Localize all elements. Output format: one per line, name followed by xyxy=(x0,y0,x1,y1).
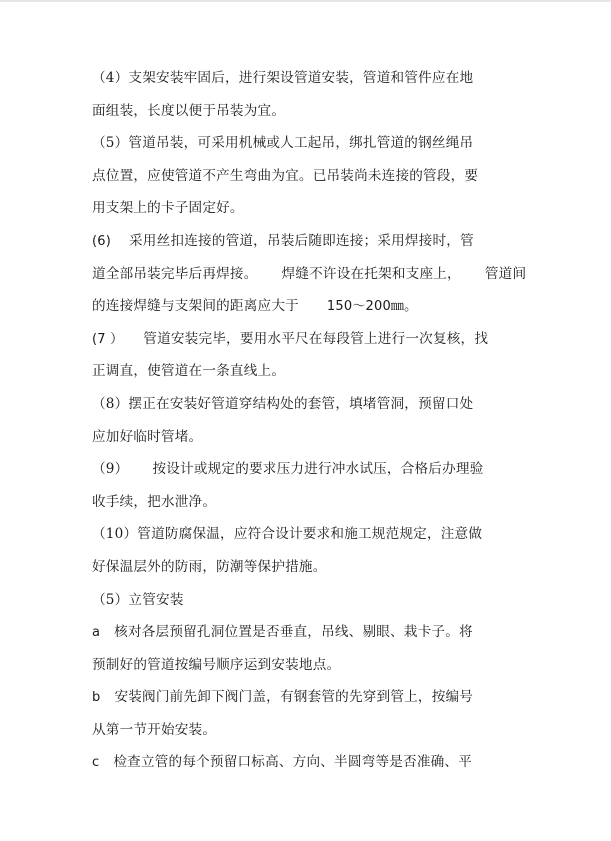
text-line: 收手续，把水泄净。 xyxy=(92,493,217,510)
item-number: (6) xyxy=(92,233,112,249)
item-text: 安装阀门前先卸下阀门盖，有钢套管的先穿到管上，按编号 xyxy=(114,689,474,706)
line-segment: 焊缝不许设在托架和支座上， xyxy=(281,265,461,282)
item-text: 检查立管的每个预留口标高、方向、半圆弯等是否准确、平 xyxy=(113,754,472,771)
item-number: （9） xyxy=(92,461,129,478)
text-line: 好保温层外的防雨，防潮等保护措施。 xyxy=(92,558,327,575)
line-segment: 管道间 xyxy=(484,265,527,282)
measurement-value: 150～200㎜。 xyxy=(326,299,418,315)
text-line xyxy=(92,258,527,291)
document-body xyxy=(92,62,527,779)
item-text: 核对各层预留孔洞位置是否垂直，吊线、剔眼、栽卡子。将 xyxy=(114,624,473,641)
section-heading: （5）立管安装 xyxy=(92,591,184,608)
text-line xyxy=(92,681,512,714)
top-divider xyxy=(0,0,611,2)
text-line xyxy=(92,616,512,649)
item-letter: b xyxy=(92,690,101,706)
item-number: (7 ） xyxy=(92,331,124,347)
text-line: 用支架上的卡子固定好。 xyxy=(92,200,244,217)
item-text: 管道安装完毕，要用水平尺在每段管上进行一次复核，找 xyxy=(143,330,489,347)
text-line: 从第一节开始安装。 xyxy=(92,721,217,738)
item-text: 采用丝扣连接的管道，吊装后随即连接；采用焊接时，管 xyxy=(129,232,474,249)
line-segment: 的连接焊缝与支架间的距离应大于 xyxy=(92,298,299,315)
item-letter: a xyxy=(92,625,101,641)
text-line xyxy=(92,290,512,323)
text-line xyxy=(92,323,512,356)
line-segment: 道全部吊装完毕后再焊接。 xyxy=(92,265,258,282)
text-line: 正调直，使管道在一条直线上。 xyxy=(92,363,286,380)
item-text: 按设计或规定的要求压力进行冲水试压，合格后办理验 xyxy=(152,461,484,478)
text-line: 面组装，长度以便于吊装为宜。 xyxy=(92,102,286,119)
text-line: （5）管道吊装，可采用机械或人工起吊，绑扎管道的钢丝绳吊 xyxy=(92,135,474,152)
text-line: （8）摆正在安装好管道穿结构处的套管，填堵管洞，预留口处 xyxy=(92,395,474,412)
text-line xyxy=(92,453,512,486)
item-letter: c xyxy=(92,755,100,771)
text-line: 预制好的管道按编号顺序运到安装地点。 xyxy=(92,656,341,673)
text-line: （10）管道防腐保温，应符合设计要求和施工规范规定，注意做 xyxy=(92,526,483,543)
text-line: （4）支架安装牢固后，进行架设管道安装，管道和管件应在地 xyxy=(92,70,474,86)
text-line xyxy=(92,746,512,779)
text-line: 点位置，应使管道不产生弯曲为宜。已吊装尚未连接的管段，要 xyxy=(92,167,479,184)
text-line: 应加好临时管堵。 xyxy=(92,428,203,445)
text-line xyxy=(92,225,512,258)
